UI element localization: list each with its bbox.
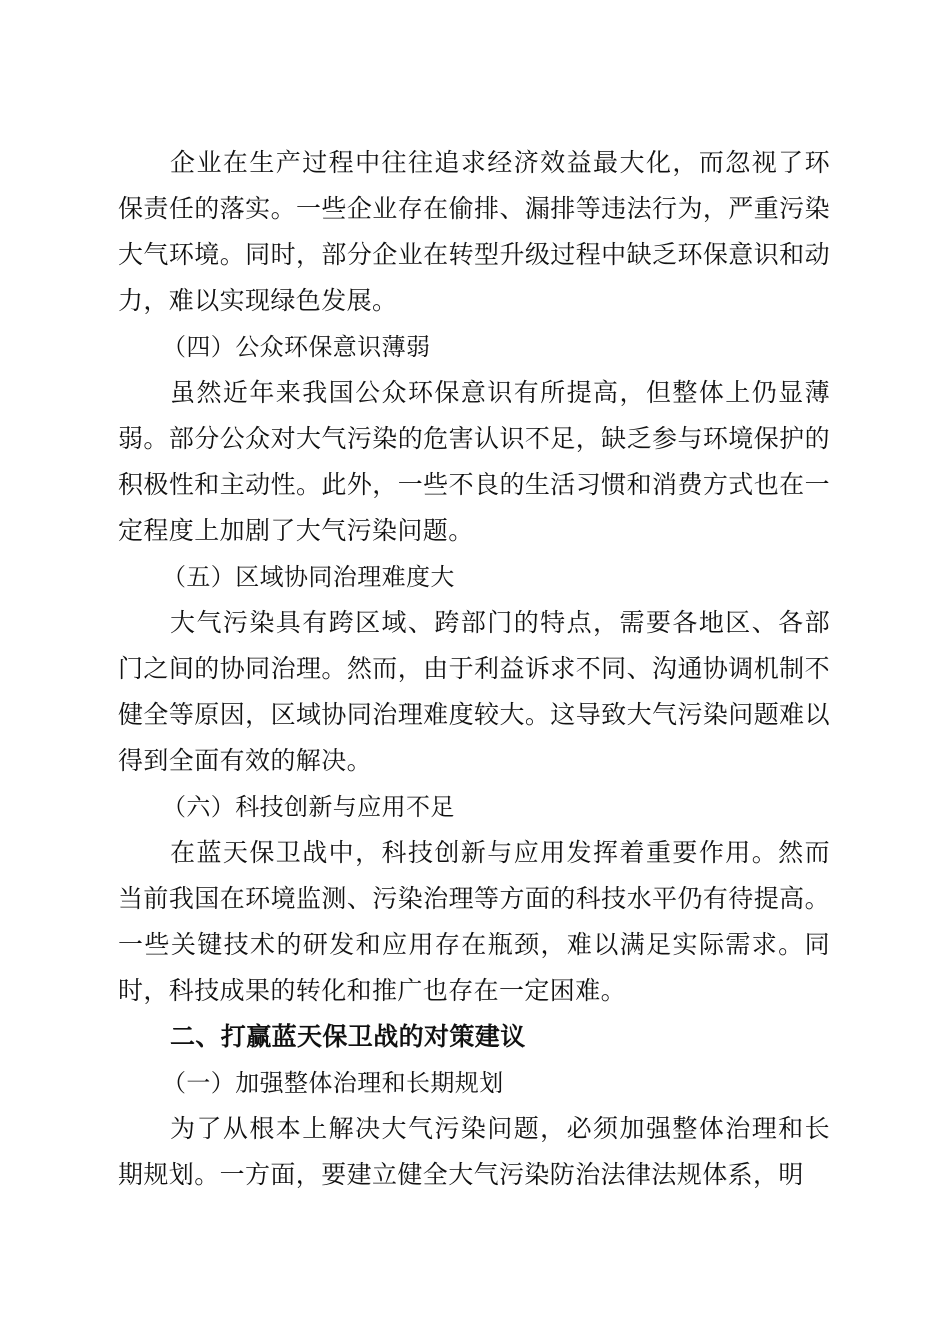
paragraph-regional-coordination: 大气污染具有跨区域、跨部门的特点，需要各地区、各部门之间的协同治理。然而，由于利益诉求不同、沟通协调机制不健全等原因，区域协同治理难度较大。这导致大气污染问题难以得到全面有效的解决。 (118, 608, 830, 775)
paragraph-enterprise-responsibility: 企业在生产过程中往往追求经济效益最大化，而忽视了环保责任的落实。一些企业存在偷排、漏排等违法行为，严重污染大气环境。同时，部分企业在转型升级过程中缺乏环保意识和动力，难以实现绿色发展。 (118, 148, 830, 315)
subheading-overall-governance: （一）加强整体治理和长期规划 (162, 1069, 504, 1097)
subheading-regional-coordination: （五）区域协同治理难度大 (162, 563, 455, 591)
document-body (118, 140, 830, 1198)
paragraph-tech-innovation: 在蓝天保卫战中，科技创新与应用发挥着重要作用。然而当前我国在环境监测、污染治理等方面的科技水平仍有待提高。一些关键技术的研发和应用存在瓶颈，难以满足实际需求。同时，科技成果的转化和推广也存在一定困难。 (118, 838, 830, 1005)
subheading-public-awareness: （四）公众环保意识薄弱 (162, 333, 431, 361)
section-heading-countermeasures: 二、打赢蓝天保卫战的对策建议 (170, 1022, 526, 1051)
paragraph-public-awareness: 虽然近年来我国公众环保意识有所提高，但整体上仍显薄弱。部分公众对大气污染的危害认识不足，缺乏参与环境保护的积极性和主动性。此外，一些不良的生活习惯和消费方式也在一定程度上加剧了大气污染问题。 (118, 378, 830, 545)
subheading-tech-innovation: （六）科技创新与应用不足 (162, 793, 455, 821)
paragraph-overall-governance: 为了从根本上解决大气污染问题，必须加强整体治理和长期规划。一方面，要建立健全大气污染防治法律法规体系，明 (118, 1114, 830, 1189)
